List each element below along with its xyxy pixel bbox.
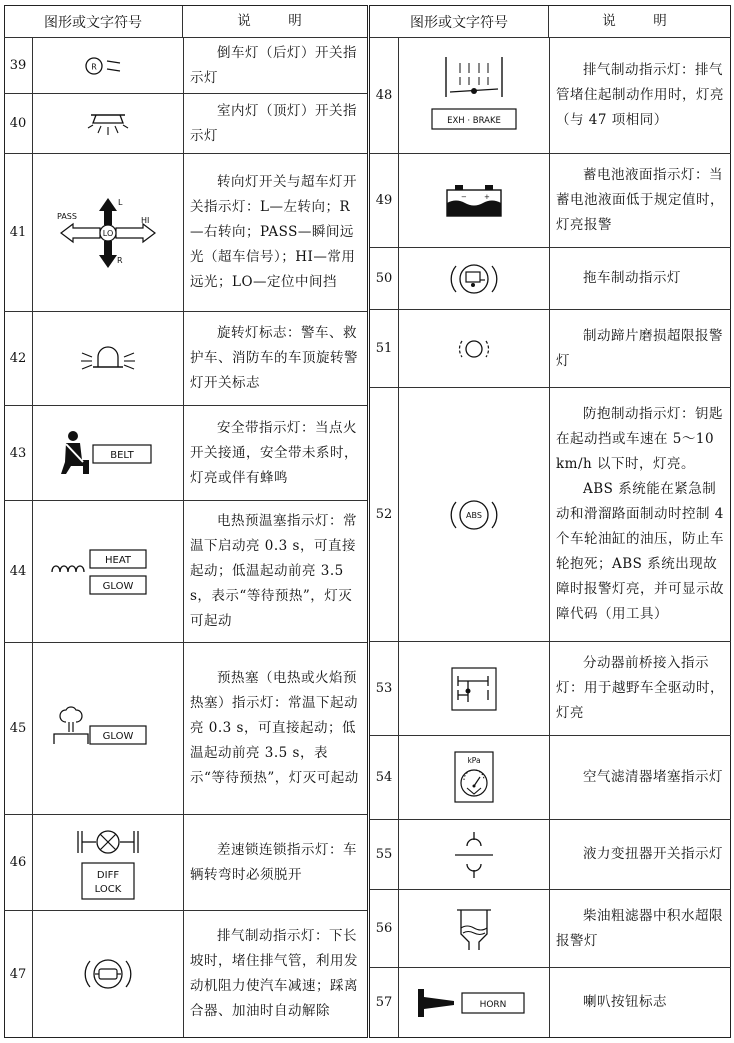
table-row [4, 154, 367, 312]
row-number: 52 [375, 507, 393, 522]
row-number: 56 [375, 921, 393, 936]
svg-text:R: R [91, 62, 97, 71]
table-row [370, 736, 731, 820]
reverse-light-icon [78, 49, 138, 83]
table-row [370, 154, 731, 248]
glow-label: GLOW [102, 730, 134, 742]
row-number: 41 [9, 225, 27, 240]
pass-label: PASS [57, 211, 77, 221]
kpa-label: kPa [467, 755, 481, 765]
battery-level-icon [439, 181, 509, 221]
lo-label: LO [102, 228, 114, 238]
row-number: 47 [9, 966, 27, 982]
row-number: 48 [375, 88, 393, 103]
symbol-column-header: 图形或文字符号 [4, 6, 183, 37]
row-number: 39 [9, 58, 27, 73]
exh-brake-icon [424, 51, 524, 141]
belt-label: BELT [110, 450, 134, 461]
right-table [370, 5, 731, 1038]
row-number: 40 [9, 116, 27, 131]
diff-lock-icon [68, 823, 148, 903]
row-description: 安全带指示灯：当点火开关接通，安全带未系时，灯亮或伴有蜂鸣 [190, 419, 358, 486]
trailer-brake-icon [444, 254, 504, 304]
svg-text:+: + [484, 192, 490, 201]
glow-coil-icon [46, 542, 170, 602]
row-number: 44 [9, 564, 27, 579]
table-row [4, 815, 367, 911]
row-description: 分动器前桥接入指示灯：用于越野车全驱动时，灯亮 [556, 655, 724, 721]
row-description: 液力变扭器开关指示灯 [583, 846, 723, 862]
table-row [370, 890, 731, 968]
row-description: 蓄电池液面指示灯：当蓄电池液面低于规定值时，灯亮报警 [556, 167, 724, 233]
row-number: 43 [9, 445, 27, 461]
row-description: 拖车制动指示灯 [583, 270, 681, 286]
header-row [4, 6, 367, 38]
table-row [370, 248, 731, 310]
row-description: 制动蹄片磨损超限报警灯 [556, 327, 723, 369]
lock-label: LOCK [94, 883, 122, 895]
fuel-water-icon [449, 904, 499, 954]
description-column-header: 说 明 [602, 13, 679, 29]
table-row [4, 406, 367, 501]
row-description: 柴油粗滤器中积水超限报警灯 [556, 907, 723, 949]
row-number: 54 [375, 770, 393, 785]
dome-light-icon [73, 107, 143, 141]
table-row [4, 911, 367, 1037]
row-description: 排气制动指示灯：下长坡时，堵住排气管，利用发动机阻力使汽车减速；踩离合器、加油时自动解除 [190, 928, 358, 1019]
brake-wear-icon [449, 329, 499, 369]
row-description: 空气滤清器堵塞指示灯 [583, 769, 723, 785]
glow-label: GLOW [102, 580, 134, 592]
horn-label: HORN [479, 999, 507, 1010]
table-row [370, 38, 731, 154]
table-row [4, 501, 367, 643]
table-row [4, 94, 367, 154]
hi-label: HI [141, 215, 150, 225]
row-description: 预热塞（电热或火焰预热塞）指示灯：常温下起动亮 0.3 s，可直接起动；低温起动前亮 3.5 s，表示“等待预热”，灯灭可起动 [190, 670, 359, 786]
table-row [370, 310, 731, 388]
row-number: 42 [9, 351, 27, 366]
header-row [370, 6, 731, 38]
row-number: 55 [375, 847, 393, 862]
diff-label: DIFF [96, 869, 120, 881]
row-description: 倒车灯（后灯）开关指示灯 [190, 44, 357, 86]
exhaust-brake-icon [78, 949, 138, 999]
row-description: 电热预温塞指示灯：常温下启动亮 0.3 s，可直接起动；低温起动前亮 3.5 s，表示“等待预热”，灯灭可起动 [190, 513, 357, 629]
row-description: 转向灯开关与超车灯开关指示灯：L—左转向；R—右转向；PASS—瞬间远光（超车信号）；HI—常用远光；LO—定位中间挡 [190, 174, 357, 290]
table-row [4, 38, 367, 94]
air-filter-icon [449, 748, 499, 808]
torque-converter-icon [449, 830, 499, 880]
row-description: 室内灯（顶灯）开关指示灯 [190, 102, 357, 144]
preheat-plug-icon [46, 704, 170, 754]
abs-icon [444, 490, 504, 540]
row-description: 喇叭按钮标志 [583, 994, 667, 1010]
r-label: R [117, 255, 123, 265]
table-row [4, 312, 367, 406]
heat-label: HEAT [104, 554, 132, 566]
seat-belt-icon [53, 428, 163, 478]
turn-signal-switch-icon [53, 193, 163, 273]
row-number: 49 [375, 193, 393, 208]
row-description-continued: ABS 系统能在紧急制动和滑溜路面制动时控制 4 个车轮油缸的油压，防止车轮抱死；ABS 系统出现故障时报警灯亮，并可显示故障代码（用工具） [556, 481, 724, 622]
left-table [4, 5, 367, 1038]
table-row [370, 388, 731, 642]
row-description: 排气制动指示灯：排气管堵住起制动作用时，灯亮（与 47 项相同） [556, 62, 724, 128]
row-number: 46 [9, 855, 27, 870]
rotating-beacon-icon [73, 339, 143, 379]
row-number: 51 [375, 341, 393, 356]
row-description: 防抱制动指示灯：钥匙在起动挡或车速在 5～10 km/h 以下时，灯亮。 [556, 406, 723, 472]
description-column-header: 说 明 [237, 13, 314, 29]
exh-brake-label: EXH · BRAKE [447, 115, 501, 126]
table-row [370, 820, 731, 890]
symbol-column-header: 图形或文字符号 [370, 6, 549, 37]
front-axle-icon [444, 664, 504, 714]
table-row [370, 642, 731, 736]
row-number: 53 [375, 681, 393, 696]
row-description: 旋转灯标志：警车、救护车、消防车的车顶旋转警灯开关标志 [190, 325, 358, 391]
horn-icon [414, 983, 534, 1023]
row-number: 57 [375, 995, 393, 1010]
row-number: 50 [375, 271, 393, 286]
table-row [4, 643, 367, 815]
abs-label: ABS [466, 510, 482, 520]
row-description: 差速锁连锁指示灯：车辆转弯时必须脱开 [190, 841, 357, 883]
svg-text:−: − [461, 192, 467, 201]
table-row [370, 968, 731, 1037]
l-label: L [118, 197, 123, 207]
row-number: 45 [9, 721, 27, 736]
